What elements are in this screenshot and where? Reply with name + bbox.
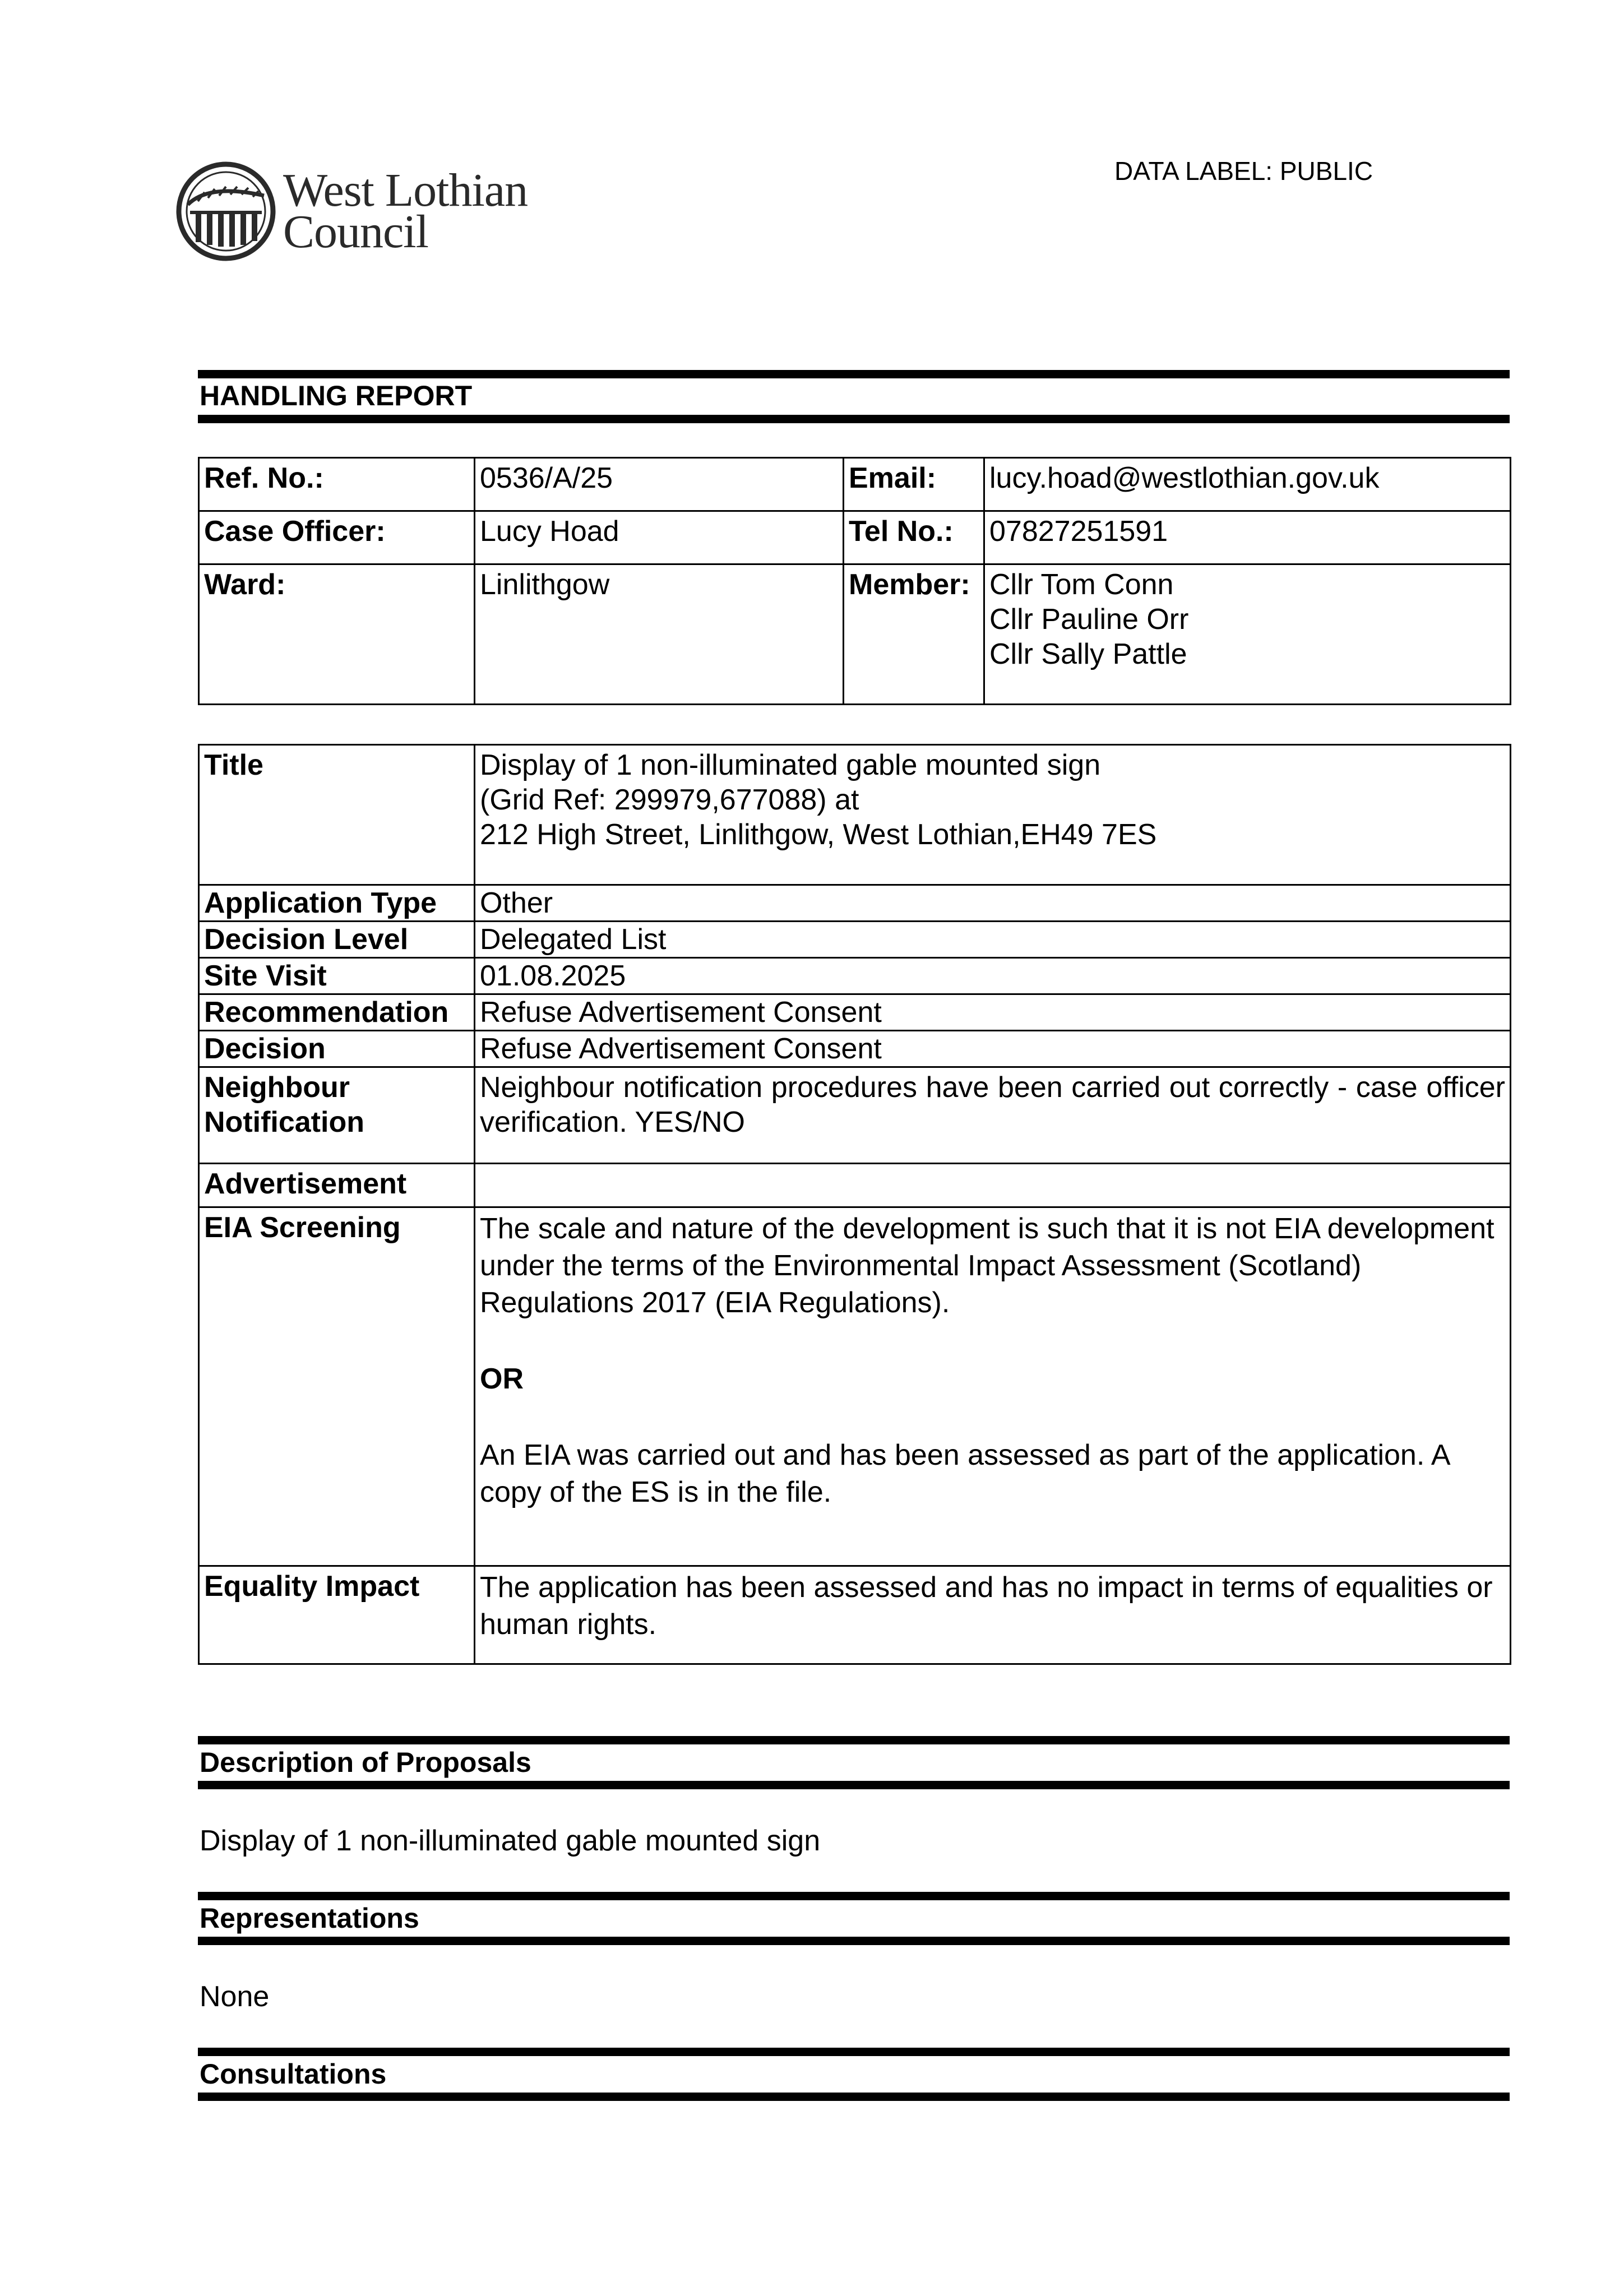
officer-value: Lucy Hoad xyxy=(475,511,844,564)
table-row xyxy=(199,564,1511,705)
member-name: Cllr Sally Pattle xyxy=(989,638,1187,670)
neighbour-label-line: Notification xyxy=(204,1106,364,1138)
tel-value: 07827251591 xyxy=(984,511,1511,564)
rule-representations-bottom xyxy=(198,1937,1510,1945)
table-row xyxy=(199,1031,1511,1067)
title-label: Title xyxy=(199,745,475,885)
rule-consultations-top xyxy=(198,2048,1510,2056)
email-label: Email: xyxy=(844,458,984,511)
table-row xyxy=(199,994,1511,1031)
title-line: 212 High Street, Linlithgow, West Lothian,EH49 7ES xyxy=(480,818,1157,851)
eia-paragraph: The scale and nature of the development is such that it is not EIA development under the terms of the Environmental Impact Assessment (Scotland) Regulations 2017 (EIA Regulations). xyxy=(480,1212,1495,1319)
table-row xyxy=(199,1067,1511,1164)
title-line: Display of 1 non-illuminated gable mounted sign xyxy=(480,749,1101,781)
equality-label: Equality Impact xyxy=(199,1566,475,1664)
neighbour-label xyxy=(199,1067,475,1164)
rule-consultations-bottom xyxy=(198,2093,1510,2101)
title-line: (Grid Ref: 299979,677088) at xyxy=(480,784,859,816)
rule-representations-top xyxy=(198,1892,1510,1900)
ward-label: Ward: xyxy=(199,564,475,705)
neighbour-label-line: Neighbour xyxy=(204,1071,350,1104)
representations-heading: Representations xyxy=(200,1902,419,1934)
tel-label: Tel No.: xyxy=(844,511,984,564)
report-title: HANDLING REPORT xyxy=(200,380,473,411)
officer-label: Case Officer: xyxy=(199,511,475,564)
case-details-table xyxy=(198,457,1511,705)
table-row xyxy=(199,458,1511,511)
rule-top xyxy=(198,370,1510,378)
ward-value: Linlithgow xyxy=(475,564,844,705)
email-value: lucy.hoad@westlothian.gov.uk xyxy=(984,458,1511,511)
council-logo xyxy=(175,161,528,262)
council-name xyxy=(283,164,528,258)
table-row xyxy=(199,922,1511,958)
eia-or: OR xyxy=(480,1363,524,1395)
equality-value: The application has been assessed and has no impact in terms of equalities or human rights. xyxy=(475,1566,1511,1664)
neighbour-value: Neighbour notification procedures have been carried out correctly - case officer verification. YES/NO xyxy=(475,1067,1511,1164)
member-label: Member: xyxy=(844,564,984,705)
rule-bottom xyxy=(198,415,1510,423)
rule-description-top xyxy=(198,1736,1510,1744)
type-label: Application Type xyxy=(199,885,475,922)
level-value: Delegated List xyxy=(475,922,1511,958)
ref-value: 0536/A/25 xyxy=(475,458,844,511)
table-row xyxy=(199,1566,1511,1664)
table-row xyxy=(199,885,1511,922)
advertisement-value xyxy=(475,1164,1511,1207)
application-table xyxy=(198,744,1511,1665)
advertisement-label: Advertisement xyxy=(199,1164,475,1207)
visit-value: 01.08.2025 xyxy=(475,958,1511,994)
member-name: Cllr Pauline Orr xyxy=(989,603,1189,636)
eia-value xyxy=(475,1207,1511,1566)
table-row xyxy=(199,745,1511,885)
description-text: Display of 1 non-illuminated gable mounted sign xyxy=(200,1825,821,1857)
rule-description-bottom xyxy=(198,1781,1510,1789)
logo-line-2: Council xyxy=(283,206,428,258)
member-name: Cllr Tom Conn xyxy=(989,568,1174,601)
data-label: DATA LABEL: PUBLIC xyxy=(1114,156,1373,186)
decision-label: Decision xyxy=(199,1031,475,1067)
members-list xyxy=(984,564,1511,705)
eia-paragraph: An EIA was carried out and has been assessed as part of the application. A copy of the ES is in the file. xyxy=(480,1439,1449,1508)
description-heading: Description of Proposals xyxy=(200,1747,531,1778)
ref-label: Ref. No.: xyxy=(199,458,475,511)
table-row xyxy=(199,1207,1511,1566)
logo-line-1: West Lothian xyxy=(283,164,528,216)
type-value: Other xyxy=(475,885,1511,922)
consultations-heading: Consultations xyxy=(200,2058,387,2090)
level-label: Decision Level xyxy=(199,922,475,958)
recommendation-value: Refuse Advertisement Consent xyxy=(475,994,1511,1031)
eia-label: EIA Screening xyxy=(199,1207,475,1566)
table-row xyxy=(199,511,1511,564)
table-row xyxy=(199,1164,1511,1207)
representations-text: None xyxy=(200,1980,270,2013)
title-value xyxy=(475,745,1511,885)
decision-value: Refuse Advertisement Consent xyxy=(475,1031,1511,1067)
recommendation-label: Recommendation xyxy=(199,994,475,1031)
table-row xyxy=(199,958,1511,994)
viaduct-emblem-icon xyxy=(175,161,276,262)
visit-label: Site Visit xyxy=(199,958,475,994)
